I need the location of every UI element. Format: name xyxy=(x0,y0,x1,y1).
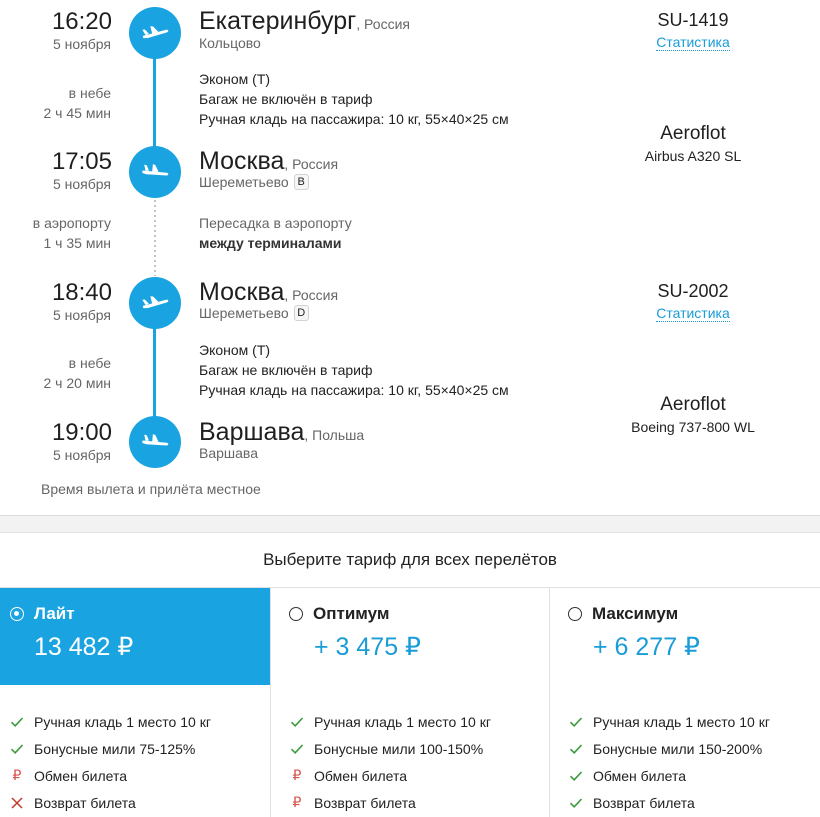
tariff-option-optimum-header[interactable] xyxy=(271,588,549,685)
feature-label: Ручная кладь 1 место 10 кг xyxy=(34,714,211,730)
tariff-section-title: Выберите тариф для всех перелётов xyxy=(263,550,557,569)
arrival-date: 5 ноября xyxy=(52,176,111,192)
tariff-name: Лайт xyxy=(34,604,75,623)
tariff-price: 13 482 ₽ xyxy=(34,633,134,661)
tariff-option-lite-header[interactable] xyxy=(0,588,270,685)
departure-city: Москва, Россия xyxy=(199,278,339,306)
departure-date: 5 ноября xyxy=(52,36,111,52)
feature-label: Возврат билета xyxy=(314,795,416,811)
plane-icon xyxy=(129,277,181,329)
layover-info xyxy=(199,213,352,253)
tariff-name: Оптимум xyxy=(313,604,390,623)
tariff-selector xyxy=(0,587,820,817)
airline-name: Aeroflot xyxy=(660,394,726,415)
layover-duration: в аэропорту 1 ч 35 мин xyxy=(32,215,111,251)
radio-icon[interactable] xyxy=(289,607,303,621)
local-time-note: Время вылета и прилёта местное xyxy=(41,481,261,497)
hand-luggage-info: Ручная кладь на пассажира: 10 кг, 55×40×25 см xyxy=(199,382,509,398)
tariff-features xyxy=(271,709,549,817)
statistics-link[interactable]: Статистика xyxy=(656,34,730,50)
departure-airport: Шереметьево D xyxy=(199,305,309,321)
check-icon xyxy=(569,768,583,784)
statistics-link[interactable]: Статистика xyxy=(656,305,730,321)
feature-label: Бонусные мили 100-150% xyxy=(314,741,484,757)
departure-city: Екатеринбург, Россия xyxy=(199,7,410,35)
feature-label: Обмен билета xyxy=(314,768,408,784)
hand-luggage-info: Ручная кладь на пассажира: 10 кг, 55×40×25 см xyxy=(199,111,509,127)
tariff-option-maximum-header[interactable] xyxy=(550,588,820,685)
layover-line xyxy=(154,190,156,276)
radio-selected-icon[interactable] xyxy=(10,607,24,621)
cross-icon xyxy=(10,795,24,811)
list-item xyxy=(550,709,820,736)
arrival-date: 5 ноября xyxy=(52,447,111,463)
fare-class: Эконом (Т) xyxy=(199,71,271,87)
tariff-price: + 6 277 ₽ xyxy=(593,633,700,661)
check-icon xyxy=(290,714,304,730)
arrival-city: Москва, Россия xyxy=(199,147,339,175)
tariff-name: Максимум xyxy=(592,604,679,623)
flight-line-segment-2 xyxy=(153,320,156,424)
plane-landing-icon xyxy=(129,416,181,468)
aircraft-model: Boeing 737-800 WL xyxy=(631,419,755,435)
tariff-features xyxy=(0,709,270,817)
feature-label: Обмен билета xyxy=(34,768,128,784)
departure-country: , Россия xyxy=(356,16,410,32)
feature-label: Обмен билета xyxy=(593,768,687,784)
baggage-info: Багаж не включён в тариф xyxy=(199,362,373,378)
flight-duration: в небе 2 ч 45 мин xyxy=(43,85,111,121)
ruble-icon: ₽ xyxy=(12,768,22,784)
layover-detail: между терминалами xyxy=(199,235,342,251)
departure-airport: Кольцово xyxy=(199,35,261,51)
departure-time: 18:40 xyxy=(51,279,112,306)
feature-label: Возврат билета xyxy=(34,795,136,811)
tariff-option-maximum xyxy=(549,588,820,817)
tariff-features xyxy=(550,709,820,817)
terminal-badge: D xyxy=(294,305,309,321)
tariff-price: + 3 475 ₽ xyxy=(314,633,421,661)
list-item xyxy=(0,763,270,790)
arrival-country: , Россия xyxy=(284,156,339,172)
check-icon xyxy=(290,741,304,757)
feature-label: Возврат билета xyxy=(593,795,695,811)
departure-country: , Россия xyxy=(284,287,339,303)
list-item xyxy=(550,736,820,763)
baggage-info: Багаж не включён в тариф xyxy=(199,91,373,107)
list-item xyxy=(271,790,549,817)
feature-label: Бонусные мили 75-125% xyxy=(34,741,196,757)
list-item xyxy=(0,790,270,817)
list-item xyxy=(550,763,820,790)
fare-info xyxy=(199,69,509,129)
airline-name: Aeroflot xyxy=(660,123,726,144)
ruble-icon: ₽ xyxy=(292,795,302,811)
list-item xyxy=(0,736,270,763)
fare-info xyxy=(199,340,509,400)
arrival-time: 17:05 xyxy=(51,148,112,175)
ruble-icon: ₽ xyxy=(292,768,302,784)
check-icon xyxy=(569,741,583,757)
tariff-option-lite xyxy=(0,588,270,817)
check-icon xyxy=(569,795,583,811)
section-divider xyxy=(0,515,820,533)
feature-label: Ручная кладь 1 место 10 кг xyxy=(314,714,491,730)
plane-icon xyxy=(129,7,181,59)
arrival-airport: Варшава xyxy=(199,445,258,461)
fare-class: Эконом (Т) xyxy=(199,342,271,358)
arrival-city: Варшава, Польша xyxy=(199,418,365,446)
list-item xyxy=(0,709,270,736)
arrival-airport: Шереметьево B xyxy=(199,174,309,190)
check-icon xyxy=(569,714,583,730)
plane-landing-icon xyxy=(129,146,181,198)
feature-label: Бонусные мили 150-200% xyxy=(593,741,763,757)
check-icon xyxy=(10,741,24,757)
layover-title: Пересадка в аэропорту xyxy=(199,215,352,231)
aircraft-model: Airbus A320 SL xyxy=(644,148,742,164)
list-item xyxy=(271,736,549,763)
list-item xyxy=(550,790,820,817)
list-item xyxy=(271,763,549,790)
check-icon xyxy=(10,714,24,730)
feature-label: Ручная кладь 1 место 10 кг xyxy=(593,714,770,730)
flight-duration: в небе 2 ч 20 мин xyxy=(43,355,111,391)
departure-date: 5 ноября xyxy=(52,307,111,323)
terminal-badge: B xyxy=(294,174,309,190)
departure-time: 16:20 xyxy=(51,8,112,35)
radio-icon[interactable] xyxy=(568,607,582,621)
tariff-option-optimum xyxy=(270,588,549,817)
list-item xyxy=(271,709,549,736)
flight-number: SU-2002 xyxy=(657,281,729,301)
flight-line-segment-1 xyxy=(153,50,156,154)
arrival-country: , Польша xyxy=(304,427,365,443)
flight-number: SU-1419 xyxy=(657,10,729,30)
arrival-time: 19:00 xyxy=(51,419,112,446)
